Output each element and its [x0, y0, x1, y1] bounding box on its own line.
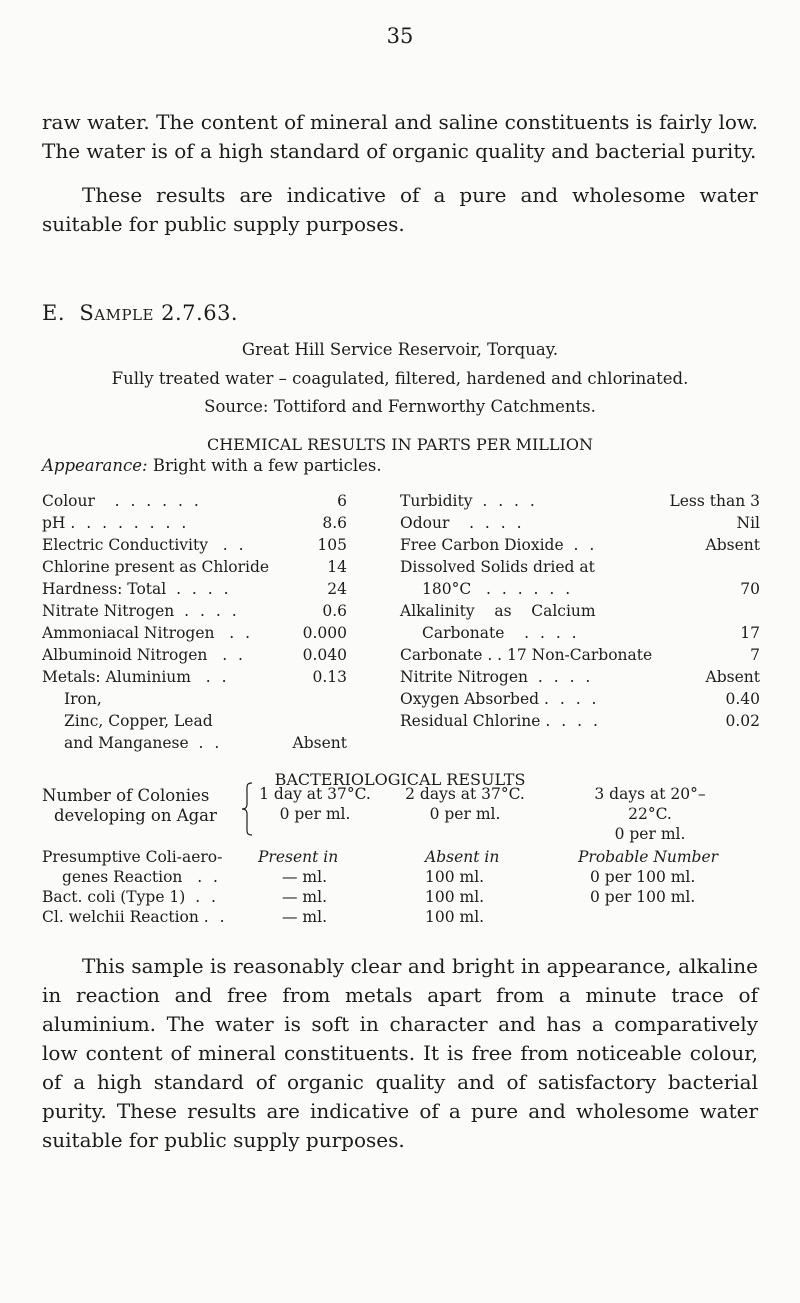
col2-header: 2 days at 37°C. 0 per ml. — [405, 785, 525, 823]
sample-treatment: Fully treated water – coagulated, filtered, hardened and chlorinated. — [111, 369, 689, 388]
col1-header: 1 day at 37°C. 0 per ml. — [259, 785, 371, 823]
hundred-ml-2: 100 ml. — [425, 888, 485, 906]
report-page: 35 raw water. The content of mineral and saline constituents is fairly low. The water is of a high standard of organic quality and bacterial purity. These results are indicative of a pure and wholesome water suitable for public supply purposes. E. Sample 2.7.63. Great Hill Service Reservoir, Torquay. Fully treated water – coagulated, filtered, hardened and chlorinated. Source: Tottiford and Fernworthy Catchments. CHEMICAL RESULTS IN PARTS PER MILLION Appearance: Bright with a few particles. Colour . . . . . . 6 pH . . . . . . . . 8.6 Electric Conductivity . . 105 Chlorine present as Chloride 14 Hardness: Total . . . . 24 Nitrate Nitrogen . . . . 0.6 Ammoniacal Nitrogen . . 0.000 Albuminoid Nitrogen . . 0.040 Metals: Aluminium . . 0.13 Iron, Zinc, Copper, Lead and Manganese . . Absent Turbidity . . . . Less than 3 Odour . . . . Nil Free Carbon Dioxide . . Absent Dissolved Solids dried at 180°C . . . . . . 70 Alkalinity as Calcium Carbonate . . . . 17 Carbonate . . 17 Non-Carbonate 7 Nitrite Nitrogen . . . . Absent Oxygen Absorbed . . . . 0.40 Residual Chlorine . . . . 0.02 BACTERIOLOGICAL RESULTS Number of Colonies developing on Agar 1 day at 37°C. 0 per ml. 2 days at 37°C. 0 per ml. 3 days at 20°– 22°C. 0 per ml. Presumptive Coli-aero- genes Reaction . . Bact. coli (Type 1) . . Cl. welchii Reaction . . Present in — ml. — ml. — ml. Absent in 100 ml. 100 ml. 100 ml. Probable Number 0 per 100 ml. 0 per 100 ml. This sample is reasonably clear and bright in appearance, alkaline in reaction and free from metals apart from a minute trace of aluminium. The water is soft in character and has a comparatively low content of mineral constituents. It is free from noticeable colour, of a high standard of organic quality and of satisfactory bacterial purity. These results are indicative of a pure and wholesome water suitable for public supply purposes. — [0, 0, 800, 1303]
paragraph-conclusion: These results are indicative of a pure and wholesome water suitable for public supply purposes. — [42, 183, 758, 236]
page-number: 35 — [386, 24, 414, 48]
appearance-line — [42, 456, 382, 475]
hundred-ml-3: 100 ml. — [425, 908, 485, 926]
present-in-label: Present in — [258, 848, 339, 866]
dash-ml-3: — ml. — [282, 908, 328, 926]
colonies-label: Number of Colonies developing on Agar — [42, 786, 217, 825]
chemical-results-heading: CHEMICAL RESULTS IN PARTS PER MILLION — [206, 435, 593, 454]
cl-welchii-label: Cl. welchii Reaction . . — [42, 908, 228, 926]
paragraph-summary: This sample is reasonably clear and bright in appearance, alkaline in reaction and free from metals apart from a minute trace of aluminium. The water is soft in character and has a comparatively low content of mineral constituents. It is free from noticeable colour, of a high standard of organic quality and of satisfactory bacterial purity. These results are indicative of a pure and wholesome water suitable for public supply purposes. — [42, 954, 758, 1152]
paragraph-continued: raw water. The content of mineral and saline constituents is fairly low. The water is of a high standard of organic quality and bacterial purity. — [42, 110, 758, 163]
section-letter: E. — [42, 301, 66, 325]
zero-per-100-2: 0 per 100 ml. — [590, 888, 696, 906]
section-title: Sample 2.7.63. — [79, 301, 239, 325]
sample-source: Source: Tottiford and Fernworthy Catchments. — [204, 397, 596, 416]
sample-location: Great Hill Service Reservoir, Torquay. — [241, 340, 559, 359]
appearance-label: Appearance: — [42, 456, 148, 475]
col3-header: 3 days at 20°– 22°C. 0 per ml. — [594, 785, 706, 843]
bacteriological-heading: BACTERIOLOGICAL RESULTS — [274, 770, 526, 789]
presumptive-label-1: Presumptive Coli-aero- — [42, 848, 223, 866]
probable-number-label: Probable Number — [578, 848, 719, 866]
appearance-value: Bright with a few particles. — [152, 456, 382, 475]
zero-per-100-1: 0 per 100 ml. — [590, 868, 696, 886]
presumptive-label-2: genes Reaction . . — [62, 868, 221, 886]
dash-ml-2: — ml. — [282, 888, 328, 906]
hundred-ml-1: 100 ml. — [425, 868, 485, 886]
dash-ml-1: — ml. — [282, 868, 328, 886]
section-heading — [42, 301, 238, 325]
absent-in-label: Absent in — [425, 848, 500, 866]
bact-coli-label: Bact. coli (Type 1) . . — [42, 888, 219, 906]
